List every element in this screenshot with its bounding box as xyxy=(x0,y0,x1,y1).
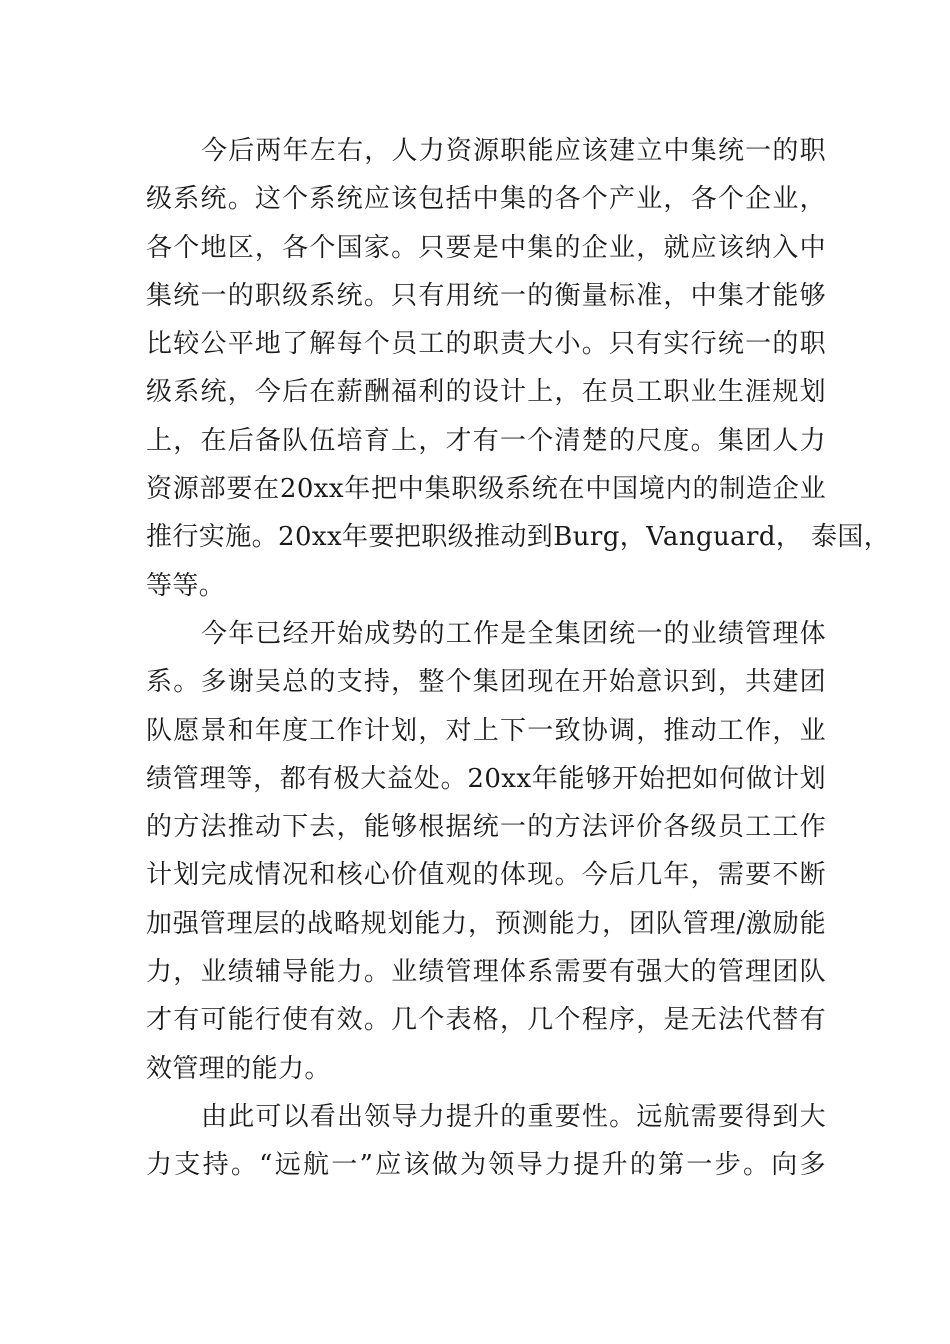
text-line: 各个地区，各个国家。只要是中集的企业，就应该纳入中 xyxy=(146,232,826,263)
text-line: 由此可以看出领导力提升的重要性。远航需要得到大 xyxy=(201,1101,826,1132)
text-line: 加强管理层的战略规划能力，预测能力，团队管理/激励能 xyxy=(146,908,826,939)
text-line: 今年已经开始成势的工作是全集团统一的业绩管理体 xyxy=(201,618,826,649)
text-line: 推行实施。20xx年要把职级推动到Burg，Vanguard， 泰国， xyxy=(146,522,891,553)
text-line: 等等。 xyxy=(146,570,226,601)
text-line: 级系统，今后在薪酬福利的设计上，在员工职业生涯规划 xyxy=(146,377,826,408)
text-line: 集统一的职级系统。只有用统一的衡量标准，中集才能够 xyxy=(146,280,826,311)
text-line: 计划完成情况和核心价值观的体现。今后几年，需要不断 xyxy=(146,860,826,891)
text-line: 力支持。“远航一”应该做为领导力提升的第一步。向多 xyxy=(146,1150,826,1181)
text-line: 今后两年左右，人力资源职能应该建立中集统一的职 xyxy=(201,136,826,166)
text-line: 资源部要在20xx年把中集职级系统在中国境内的制造企业 xyxy=(146,474,826,505)
text-line: 系。多谢吴总的支持，整个集团现在开始意识到，共建团 xyxy=(146,667,826,698)
document-body xyxy=(146,127,891,1190)
text-line: 的方法推动下去，能够根据统一的方法评价各级员工工作 xyxy=(146,812,826,843)
text-line: 级系统。这个系统应该包括中集的各个产业，各个企业， xyxy=(146,184,826,215)
paragraph-3 xyxy=(146,1093,826,1190)
text-line: 力，业绩辅导能力。业绩管理体系需要有强大的管理团队 xyxy=(146,957,826,988)
text-line: 才有可能行使有效。几个表格，几个程序，是无法代替有 xyxy=(146,1005,826,1036)
text-line: 效管理的能力。 xyxy=(146,1053,331,1084)
paragraph-2 xyxy=(146,610,826,1093)
text-line: 队愿景和年度工作计划，对上下一致协调，推动工作，业 xyxy=(146,715,826,746)
text-line: 比较公平地了解每个员工的职责大小。只有实行统一的职 xyxy=(146,329,826,360)
paragraph-1 xyxy=(146,127,891,610)
text-line: 上，在后备队伍培育上，才有一个清楚的尺度。集团人力 xyxy=(146,425,826,456)
text-line: 绩管理等，都有极大益处。20xx年能够开始把如何做计划 xyxy=(146,763,826,794)
